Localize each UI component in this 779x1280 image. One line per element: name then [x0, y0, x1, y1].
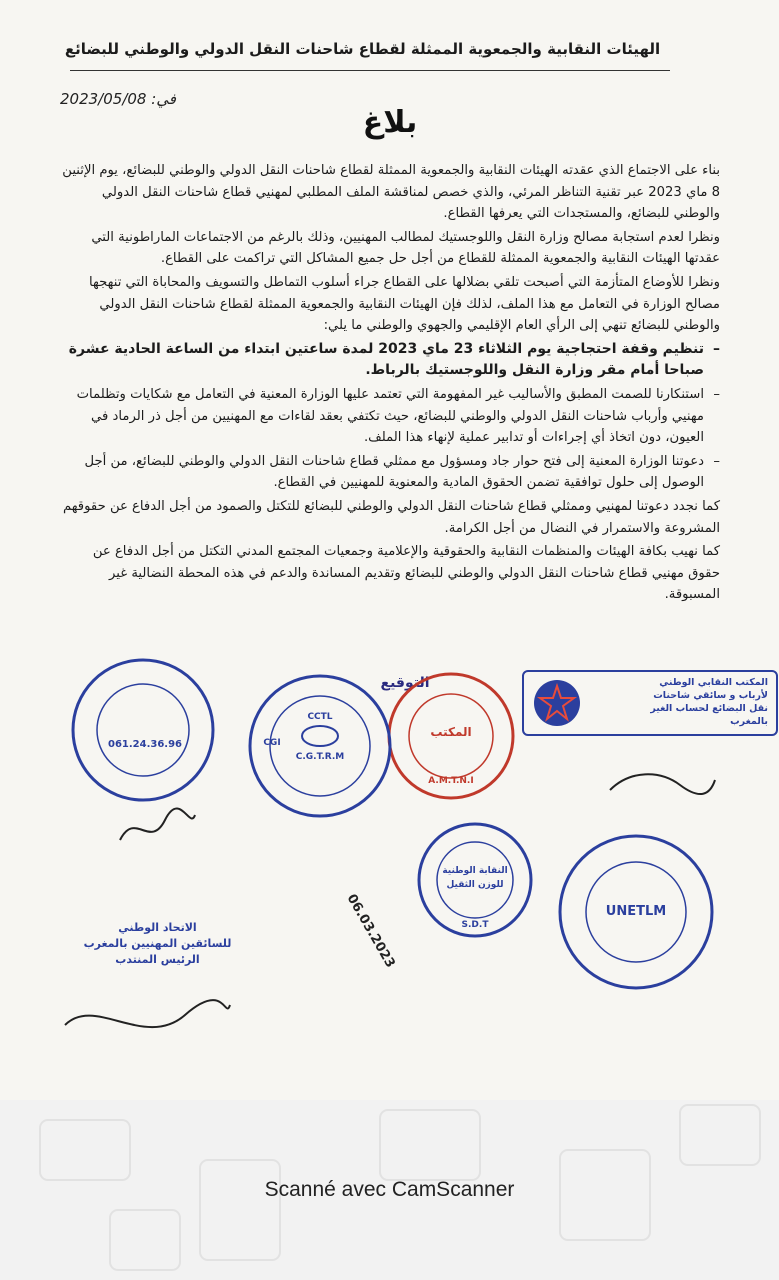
- bureau-line: لأرباب و سائقي شاحنات: [653, 690, 768, 701]
- signature-label: التوقيع: [380, 675, 430, 691]
- date-label: في:: [151, 90, 176, 108]
- document-header: الهيئات النقابية والجمعوية الممثلة لقطاع شاحنات النقل الدولي والوطني للبضائع: [64, 40, 661, 58]
- signature-scribble: [110, 800, 200, 860]
- signature-scribble: [600, 760, 720, 810]
- bullet-item: – تنظيم وقفة احتجاجية يوم الثلاثاء 23 ماي 2023 لمدة ساعتين ابتداء من الساعة الحادية عشرة صباحا أمام مقر وزارة النقل واللوجستيك بالرباط.: [58, 339, 720, 382]
- paragraph: ونظرا لعدم استجابة مصالح وزارة النقل واللوجستيك لمطالب المهنيين، وذلك بالرغم من الاجتماعات الماراطونية التي عقدتها الهيئات النقابية والجمعوية الممثلة للقطاع من أجل حل جميع المشاكل التي تراكمت على القطاع.: [91, 229, 720, 267]
- paragraph: كما نهيب بكافة الهيئات والمنظمات النقابية والحقوقية والإعلامية وجمعيات المجتمع المدني التكتل من أجل الدفاع عن حقوق مهنيي قطاع شاحنات النقل الدولي والوطني للبضائع وتقديم المساندة والدعم في هذه المحطة النضالية غير المسبوقة.: [92, 544, 720, 603]
- sdt-date: 06.03.2023: [343, 891, 398, 971]
- bullet-item: – دعوتنا الوزارة المعنية إلى فتح حوار جاد ومسؤول مع ممثلي قطاع شاحنات النقل الدولي والوطني للبضائع، من أجل الوصول إلى حلول توافقية تضمن الحقوق المادية والمعنوية للمهنيين في القطاع.: [58, 451, 720, 494]
- cctl-side: CGI: [263, 738, 281, 748]
- union-line: الاتحاد الوطني: [118, 921, 197, 934]
- union-line: الرئيس المنتدب: [115, 953, 200, 966]
- unetlm-center: UNETLM: [605, 904, 667, 919]
- document-date: [60, 90, 190, 108]
- phone-stamp: [68, 655, 218, 805]
- amtni-code: A.M.T.N.I: [428, 776, 474, 786]
- camscanner-footer: [0, 1100, 779, 1280]
- bureau-stamp: [522, 670, 778, 736]
- union-line: للسائقين المهنيين بالمغرب: [83, 937, 232, 950]
- bureau-line: المكتب النقابي الوطني: [659, 677, 768, 688]
- header-divider: [70, 70, 670, 71]
- sdt-code: S.D.T: [461, 920, 489, 930]
- cctl-mid: C.G.T.R.M: [295, 752, 345, 762]
- union-stamp: [70, 920, 245, 968]
- amtni-center: المكتب: [430, 725, 472, 739]
- sdt-line: للوزن الثقيل: [446, 880, 504, 890]
- document-title: بلاغ: [362, 105, 418, 140]
- paragraph: بناء على الاجتماع الذي عقدته الهيئات النقابية والجمعوية الممثلة لقطاع شاحنات النقل الدولي والوطني للبضائع، يوم الإثنين 8 ماي 2023 عبر تقنية التناظر المرئي، والذي خصص لمناقشة الملف المطلبي لمهنيي قطاع شاحنات النقل الدولي والوطني للبضائع، والمستجدات التي يعرفها القطاع.: [62, 163, 720, 222]
- cctl-stamp: [246, 672, 394, 820]
- sdt-line: النقابة الوطنية: [442, 866, 508, 876]
- star-emblem-icon: [532, 678, 582, 728]
- phone-number: 061.24.36.96: [108, 739, 183, 750]
- date-value: 2023/05/08: [60, 90, 147, 108]
- cctl-top: CCTL: [307, 712, 333, 722]
- paragraph: كما نجدد دعوتنا لمهنيي وممثلي قطاع شاحنات النقل الدولي والوطني للبضائع للتكتل والصمود من أجل الدفاع عن حقوقهم المشروعة والاستمرار في النضال من أجل الكرامة.: [62, 498, 720, 536]
- amtni-stamp: [385, 670, 517, 802]
- paragraph: ونظرا للأوضاع المتأزمة التي أصبحت تلقي بضلالها على القطاع جراء أسلوب التماطل والتسويف والمحاباة التي تنهجها مصالح الوزارة في التعامل مع هذا الملف، لذلك فإن الهيئات النقابية والجمعوية الممثلة لقطاع شاحنات النقل الدولي والوطني للبضائع تنهي إلى الرأي العام الإقليمي والجهوي والوطني ما يلي:: [89, 274, 720, 334]
- bureau-line: نقل البضائع لحساب الغير: [650, 703, 768, 714]
- document-body: [58, 160, 720, 608]
- bullet-item: – استنكارنا للصمت المطبق والأساليب غير المفهومة التي تعتمد عليها الوزارة المعنية في التعامل مع شكايات وتظلمات مهنيي وأرباب شاحنات النقل الدولي والوطني للبضائع، حيث تكتفي بعقد لقاءات مع المهنيين من أجل ذر الرماد في العيون، دون اتخاذ أي إجراءات أو تدابير عملية لإنهاء هذا الملف.: [58, 384, 720, 449]
- signature-scribble: [55, 990, 235, 1050]
- unetlm-stamp: [556, 832, 716, 992]
- bureau-line: بالمغرب: [730, 716, 768, 727]
- sdt-stamp: [415, 820, 535, 940]
- camscanner-label: Scanné avec CamScanner: [264, 1178, 515, 1201]
